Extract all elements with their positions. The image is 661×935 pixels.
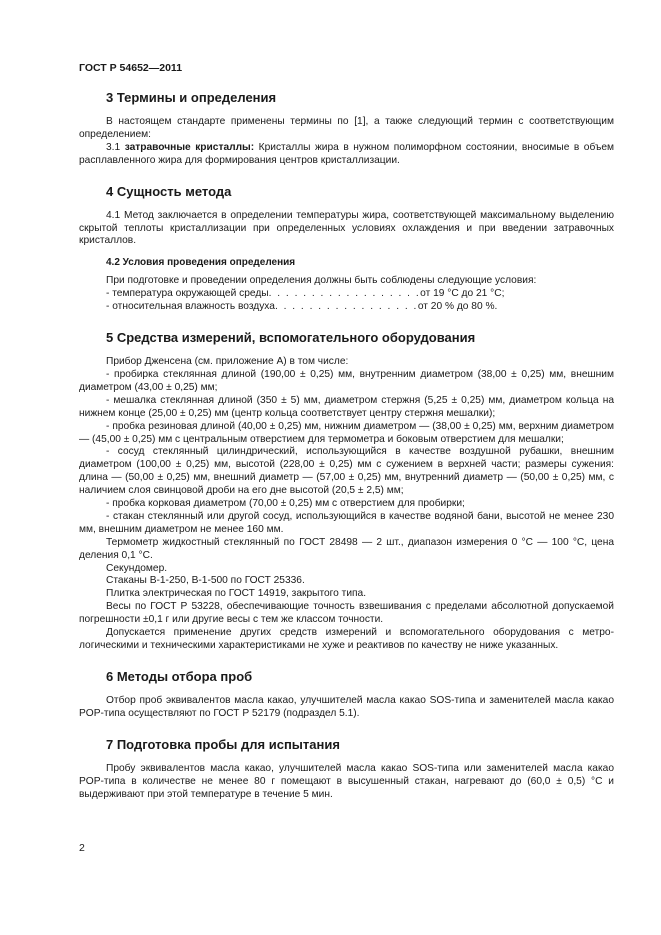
section-6-paragraph: Отбор проб эквивалентов масла какао, улучшителей масла какао SOS-типа и заменителей масла какао POP-типа осуществляют по ГОСТ Р 52179 (подраздел 5.1). xyxy=(79,694,614,719)
standard-header: ГОСТ Р 54652—2011 xyxy=(79,62,183,74)
condition-temperature-value: от 19 °С до 21 °С; xyxy=(420,288,505,300)
section-7-title: 7 Подготовка пробы для испытания xyxy=(106,736,340,752)
section-4-title: 4 Сущность метода xyxy=(106,183,232,199)
condition-temperature-leader: . . . . . . . . . . . . . . . . . . xyxy=(268,288,421,300)
section-4-2-paragraph: При подготовке и проведении определения должны быть соблюдены следующие условия: xyxy=(106,275,537,287)
equipment-line: Прибор Дженсена (см. приложение А) в том числе: xyxy=(106,356,349,368)
equipment-line: Плитка электрическая по ГОСТ 14919, закрытого типа. xyxy=(106,588,367,600)
section-7 xyxy=(79,737,614,802)
equipment-line: Стаканы В-1-250, В-1-500 по ГОСТ 25336. xyxy=(106,575,305,587)
equipment-line: Термометр жидкостный стеклянный по ГОСТ 28498 — 2 шт., диапазон измерения 0 °С — 100 °С, цена деления 0,1 °С. xyxy=(79,536,614,561)
section-3-paragraph: В настоящем стандарте применены термины по [1], а также следующий термин с соответствующим определением: xyxy=(79,116,614,140)
equipment-line: - пробка корковая диаметром (70,00 ± 0,25) мм с отверстием для пробирки; xyxy=(106,498,465,510)
document-content xyxy=(79,90,614,817)
equipment-line: - пробка резиновая длиной (40,00 ± 0,25) мм, нижним диаметром — (38,00 ± 0,25) мм, верхним диаметром — (45,00 ± 0,25) мм с центральным отверстием для термометра и боковым отверстием для мешалки; xyxy=(79,420,614,445)
section-6-title: 6 Методы отбора проб xyxy=(106,668,253,684)
section-4 xyxy=(79,184,614,314)
page-number: 2 xyxy=(79,842,85,854)
condition-temperature-label: - температура окружающей среды xyxy=(106,288,269,300)
term-name: затравочные кристаллы: xyxy=(124,141,255,153)
section-5 xyxy=(79,330,614,653)
equipment-line: - сосуд стеклянный цилиндрический, использующийся в качестве воздушной рубашки, внешним диаметром (100,00 ± 0,25) мм, высотой (228,00 ± 0,25) мм с сужением в верхней части; размеры сужения: длина — (50,00 ± 0,25) мм, внешний диаметр — (57,00 ± 0,25) мм, внутренний диаметр — (50,00 ± 0,25) мм, с наличием слоя свинцовой дроби на его дне высотой (20,5 ± 2,5) мм; xyxy=(79,446,614,497)
term-text: Кристаллы жира в нужном полиморфном состоянии, вносимые в объем расплавленного жира для формирования центров кристаллизации. xyxy=(79,141,615,166)
section-3-title: 3 Термины и определения xyxy=(106,90,277,105)
condition-humidity-value: от 20 % до 80 %. xyxy=(417,301,498,313)
section-5-title: 5 Средства измерений, вспомогательного оборудования xyxy=(106,330,476,346)
section-3 xyxy=(79,90,614,168)
condition-humidity-label: - относительная влажность воздуха xyxy=(106,301,275,313)
section-7-paragraph: Пробу эквивалентов масла какао, улучшителей масла какао SOS-типа или заменителей масла какао POP-типа в количестве не менее 80 г помещают в высушенный стакан, нагревают до (60,0 ± 0,5) °С и выдерживают при этой температуре в течение 5 мин. xyxy=(79,762,614,800)
equipment-line: Секундомер. xyxy=(106,562,168,574)
section-4-1-paragraph: 4.1 Метод заключается в определении температуры жира, соответствующей максимальному выделению скрытой теплоты кристаллизации при определенных условиях охлаждения и при введении затравочных кристаллов. xyxy=(79,209,614,247)
condition-temperature xyxy=(79,288,614,301)
equipment-line: - стакан стеклянный или другой сосуд, использующийся в качестве водяной бани, высотой не менее 230 мм, внешним диаметром не менее 160 мм. xyxy=(79,510,614,535)
subsection-4-2-title: 4.2 Условия проведения определения xyxy=(106,257,296,269)
equipment-line: Весы по ГОСТ Р 53228, обеспечивающие точность взвешивания с пределами абсолютной допускаемой погрешности ±0,1 г или другие весы с тем же классом точности. xyxy=(79,601,614,626)
condition-humidity-leader: . . . . . . . . . . . . . . . . . xyxy=(274,301,418,313)
equipment-line: - пробирка стеклянная длиной (190,00 ± 0,25) мм, внутренним диаметром (38,00 ± 0,25) мм, внешним диаметром (43,00 ± 0,25) мм; xyxy=(79,368,614,393)
term-definition xyxy=(79,142,614,168)
term-number: 3.1 xyxy=(106,141,125,153)
condition-humidity xyxy=(79,301,614,314)
section-6 xyxy=(79,669,614,721)
equipment-line: - мешалка стеклянная длиной (350 ± 5) мм, диаметром стержня (5,25 ± 0,25) мм, диаметром кольца на нижнем конце (25,00 ± 0,25) мм (центр кольца соответствует центру стержня мешалки); xyxy=(79,394,614,419)
equipment-line: Допускается применение других средств измерений и вспомогательного оборудования с метрологическими и техническими характеристиками не хуже и реактивов по качеству не ниже указанных. xyxy=(79,627,614,651)
